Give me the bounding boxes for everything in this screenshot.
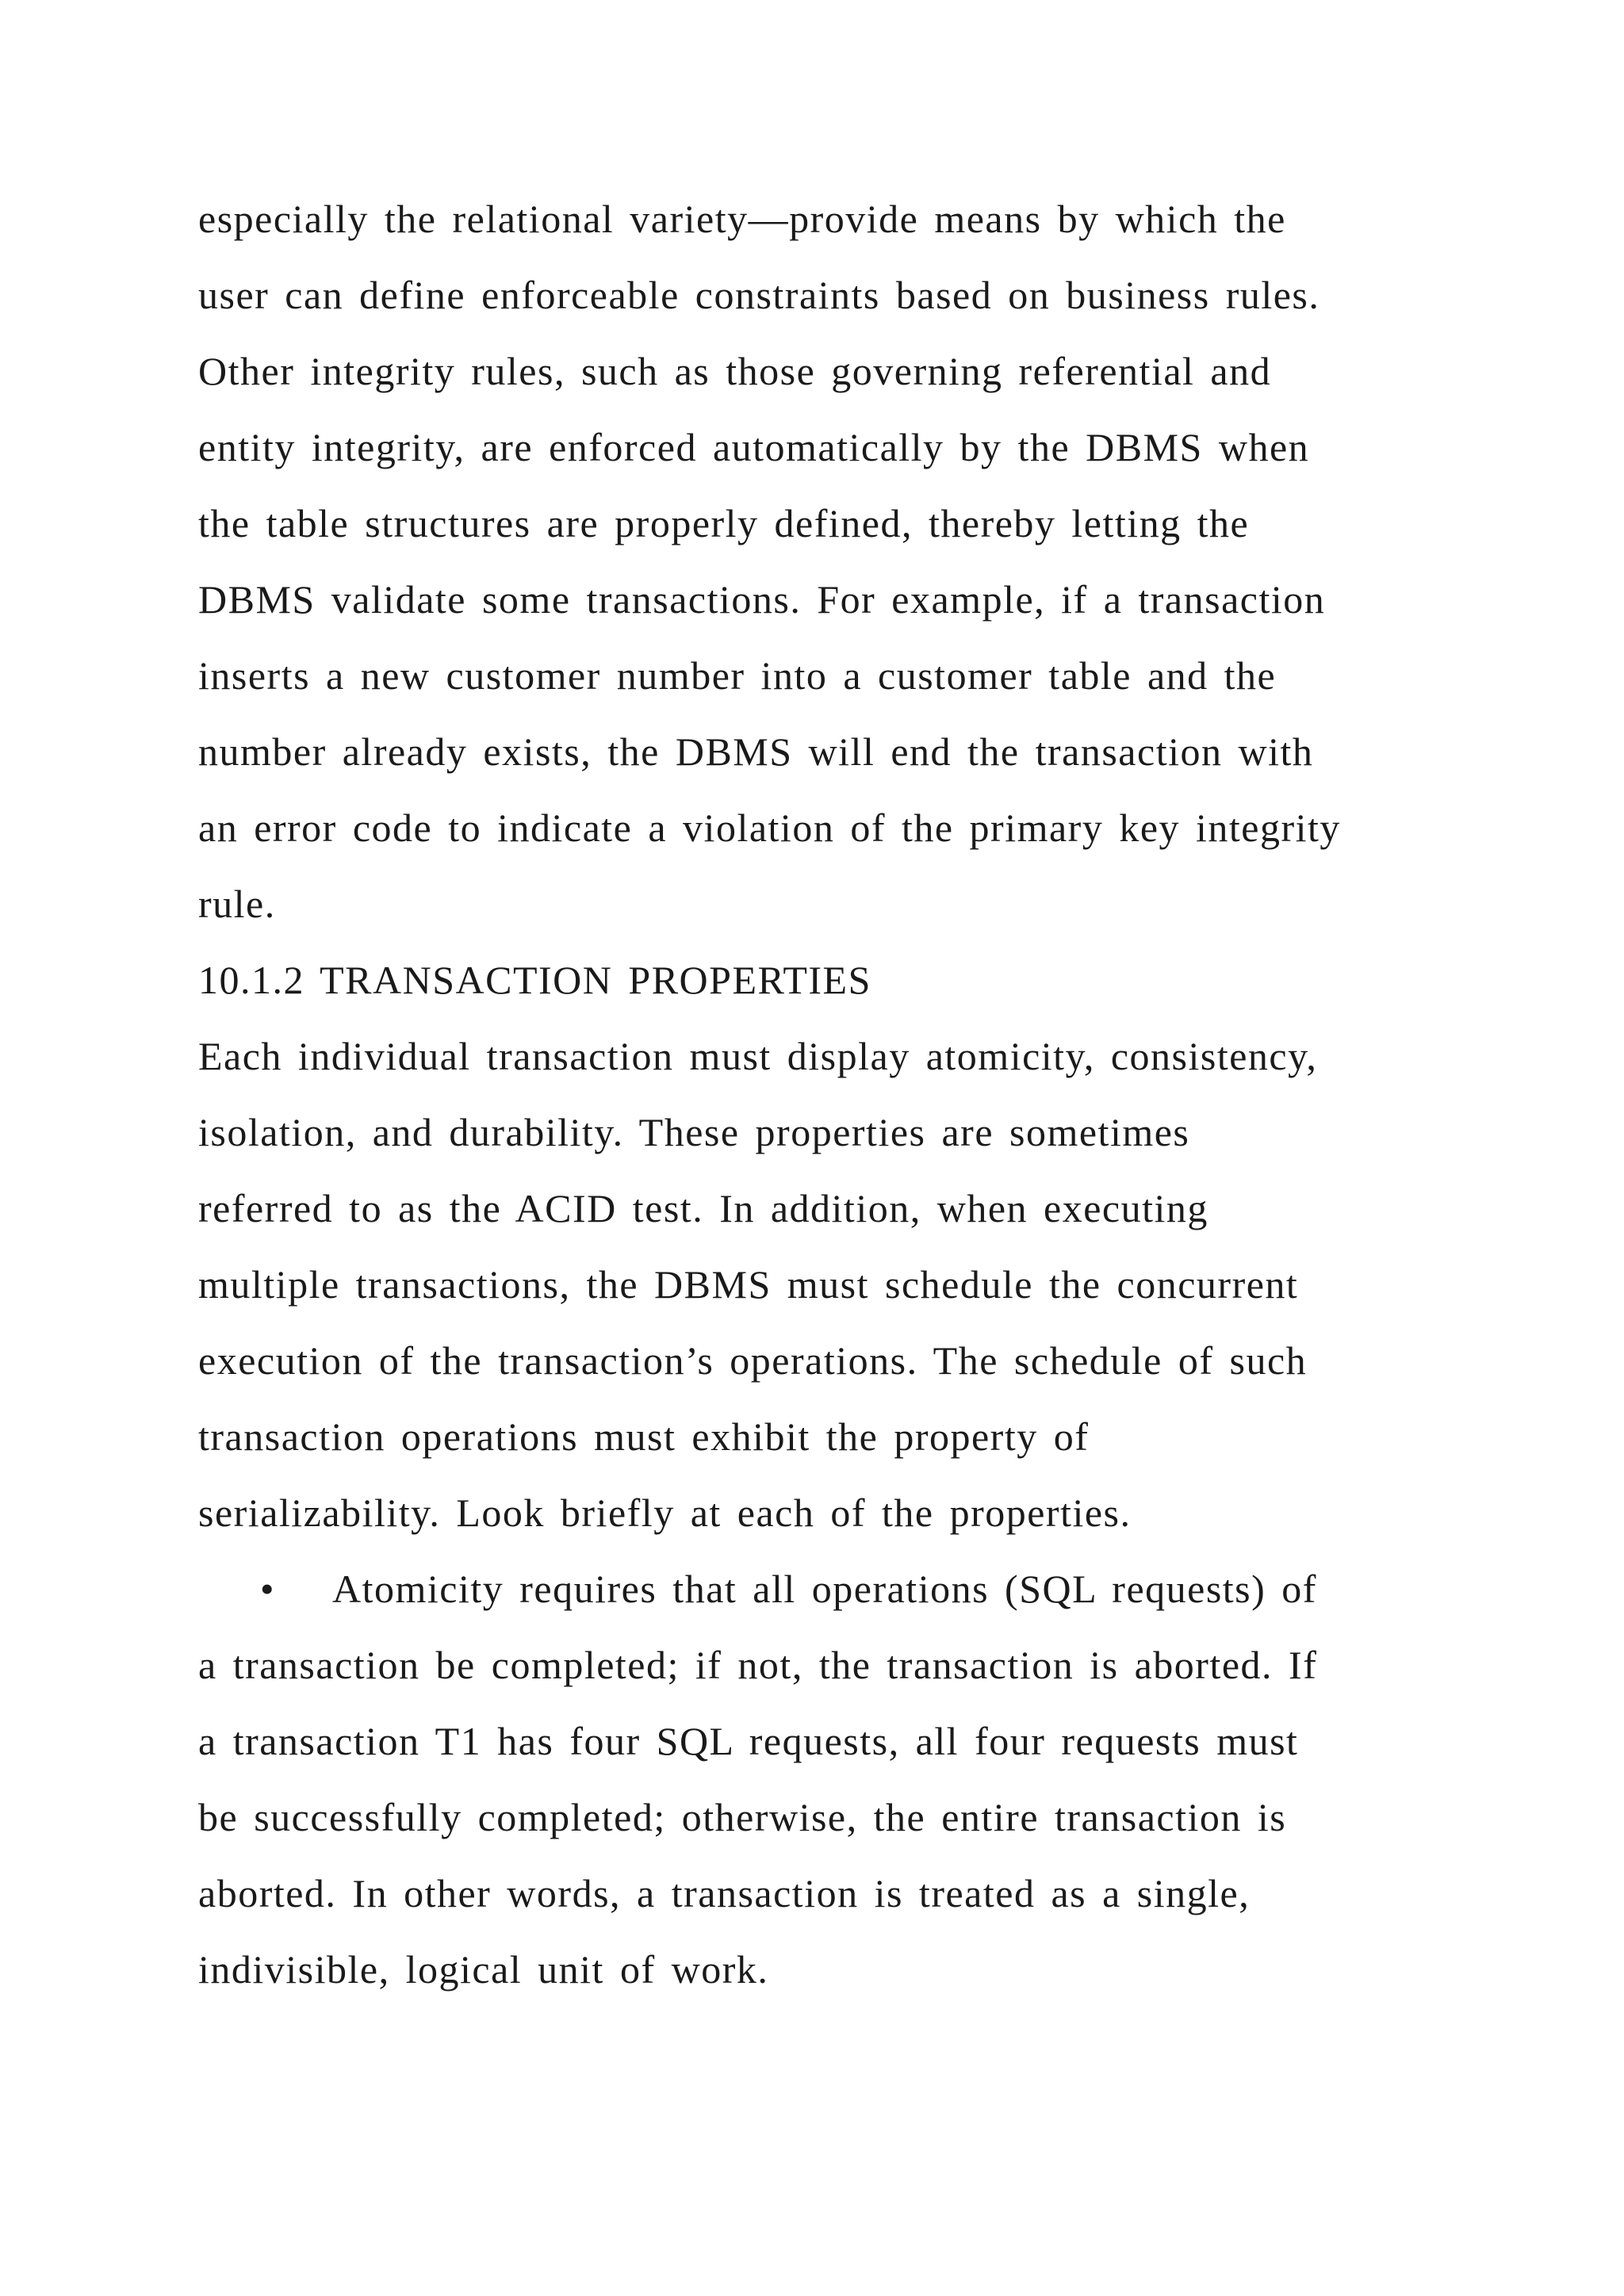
bullet-item-line-5: aborted. In other words, a transaction is treated as a single, <box>198 1871 1251 1915</box>
paragraph-2-line-7: serializability. Look briefly at each of the properties. <box>198 1490 1132 1535</box>
bullet-item-line-3: a transaction T1 has four SQL requests, all four requests must <box>198 1719 1299 1763</box>
paragraph-2-line-1: Each individual transaction must display atomicity, consistency, <box>198 1034 1318 1078</box>
paragraph-1-line-10: rule. <box>198 882 276 926</box>
paragraph-1-line-8: number already exists, the DBMS will end the transaction with <box>198 729 1314 774</box>
paragraph-2-line-6: transaction operations must exhibit the property of <box>198 1414 1090 1459</box>
paragraph-1-line-6: DBMS validate some transactions. For example, if a transaction <box>198 577 1326 622</box>
paragraph-1-line-3: Other integrity rules, such as those governing referential and <box>198 349 1272 393</box>
paragraph-2-line-2: isolation, and durability. These properties are sometimes <box>198 1110 1190 1154</box>
paragraph-1-line-4: entity integrity, are enforced automatically by the DBMS when <box>198 425 1310 469</box>
bullet-item-line-2: a transaction be completed; if not, the transaction is aborted. If <box>198 1643 1318 1687</box>
paragraph-2-line-5: execution of the transaction’s operations. The schedule of such <box>198 1338 1308 1383</box>
bullet-item-line-1 <box>198 1565 1317 1613</box>
paragraph-2-line-4: multiple transactions, the DBMS must schedule the concurrent <box>198 1262 1299 1307</box>
paragraph-1-line-9: an error code to indicate a violation of the primary key integrity <box>198 806 1341 850</box>
bullet-item-line-4: be successfully completed; otherwise, the entire transaction is <box>198 1795 1287 1839</box>
section-heading: 10.1.2 TRANSACTION PROPERTIES <box>198 958 871 1002</box>
bullet-item-line-6: indivisible, logical unit of work. <box>198 1947 769 1992</box>
bullet-item-text: Atomicity requires that all operations (SQL requests) of <box>332 1567 1317 1611</box>
bullet-glyph: • <box>260 1567 276 1611</box>
paragraph-1-line-2: user can define enforceable constraints based on business rules. <box>198 273 1320 317</box>
paragraph-1-line-7: inserts a new customer number into a customer table and the <box>198 653 1277 698</box>
paragraph-1-line-1: especially the relational variety—provide means by which the <box>198 197 1286 241</box>
paragraph-2-line-3: referred to as the ACID test. In addition, when executing <box>198 1186 1208 1230</box>
paragraph-1-line-5: the table structures are properly defined, thereby letting the <box>198 501 1250 545</box>
